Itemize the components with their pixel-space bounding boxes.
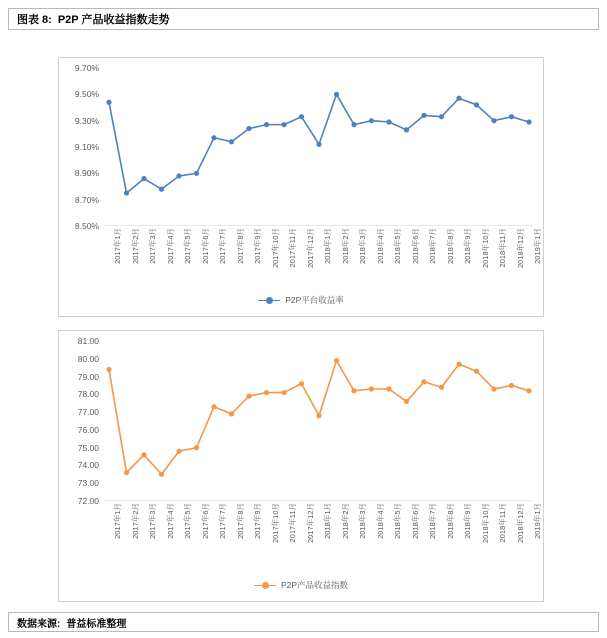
source-label: 数据来源: bbox=[17, 618, 61, 630]
data-point bbox=[229, 411, 234, 416]
data-point bbox=[491, 118, 496, 123]
figure-title: P2P 产品收益指数走势 bbox=[57, 14, 170, 26]
data-point bbox=[369, 386, 374, 391]
x-tick-label: 2017年7月 bbox=[218, 503, 227, 539]
x-tick-label: 2017年10月 bbox=[270, 228, 280, 269]
y-tick-label: 74.00 bbox=[77, 460, 99, 471]
x-tick-label: 2018年12月 bbox=[515, 228, 525, 269]
x-tick-label: 2018年9月 bbox=[463, 503, 472, 539]
x-tick-label: 2017年7月 bbox=[218, 228, 227, 264]
data-point bbox=[141, 452, 146, 457]
y-tick-label: 8.70% bbox=[74, 194, 99, 205]
data-point bbox=[106, 100, 111, 105]
x-tick-label: 2017年2月 bbox=[130, 503, 140, 539]
x-axis-labels-1 bbox=[105, 228, 542, 300]
data-point bbox=[386, 119, 391, 124]
legend-2 bbox=[59, 579, 543, 591]
x-tick-label: 2017年12月 bbox=[305, 228, 315, 269]
y-tick-label: 72.00 bbox=[77, 496, 99, 506]
y-tick-label: 9.70% bbox=[74, 63, 99, 73]
x-tick-label: 2017年2月 bbox=[130, 228, 140, 264]
data-point bbox=[316, 413, 321, 418]
data-point bbox=[124, 470, 129, 475]
data-point bbox=[159, 472, 164, 477]
x-tick-label: 2018年7月 bbox=[428, 228, 437, 264]
x-tick-label: 2017年1月 bbox=[113, 503, 122, 539]
data-point bbox=[421, 113, 426, 118]
data-point bbox=[194, 445, 199, 450]
x-tick-label: 2017年4月 bbox=[165, 228, 175, 264]
chart-panel-product-index bbox=[58, 330, 544, 602]
x-tick-label: 2018年2月 bbox=[340, 228, 350, 264]
x-tick-label: 2018年10月 bbox=[480, 503, 490, 544]
y-tick-label: 78.00 bbox=[77, 389, 99, 400]
x-tick-label: 2017年3月 bbox=[148, 228, 157, 264]
x-tick-label: 2017年6月 bbox=[200, 228, 210, 264]
x-tick-label: 2019年1月 bbox=[533, 228, 542, 264]
data-point bbox=[159, 187, 164, 192]
legend-1 bbox=[59, 294, 543, 306]
x-tick-label: 2018年3月 bbox=[358, 228, 367, 264]
data-point bbox=[281, 122, 286, 127]
x-tick-label: 2018年5月 bbox=[393, 503, 402, 539]
data-point bbox=[334, 358, 339, 363]
y-tick-label: 9.50% bbox=[74, 89, 99, 100]
y-tick-label: 9.30% bbox=[74, 115, 99, 126]
x-tick-label: 2018年7月 bbox=[428, 503, 437, 539]
x-tick-label: 2018年1月 bbox=[323, 503, 332, 539]
y-tick-label: 81.00 bbox=[77, 336, 99, 346]
x-tick-label: 2018年11月 bbox=[498, 503, 507, 543]
plot-area-2 bbox=[105, 341, 533, 501]
data-point bbox=[526, 119, 531, 124]
data-point bbox=[439, 385, 444, 390]
y-tick-label: 8.90% bbox=[74, 168, 99, 179]
chart-svg bbox=[105, 341, 533, 501]
y-axis-labels-2 bbox=[59, 336, 103, 506]
x-tick-label: 2017年11月 bbox=[288, 228, 297, 268]
x-tick-label: 2018年6月 bbox=[410, 503, 420, 539]
x-tick-label: 2017年9月 bbox=[253, 503, 262, 539]
x-tick-label: 2018年4月 bbox=[375, 228, 385, 264]
x-tick-label: 2017年1月 bbox=[113, 228, 122, 264]
x-tick-label: 2018年11月 bbox=[498, 228, 507, 268]
x-tick-label: 2017年11月 bbox=[288, 503, 297, 543]
legend-label-2: P2P产品收益指数 bbox=[280, 580, 349, 590]
data-point bbox=[386, 386, 391, 391]
data-point bbox=[211, 135, 216, 140]
x-tick-label: 2017年12月 bbox=[305, 503, 315, 544]
data-point bbox=[281, 390, 286, 395]
x-tick-label: 2017年8月 bbox=[235, 228, 245, 264]
data-point bbox=[404, 399, 409, 404]
y-tick-label: 73.00 bbox=[77, 478, 99, 489]
data-point bbox=[509, 114, 514, 119]
data-point bbox=[211, 404, 216, 409]
data-point bbox=[106, 367, 111, 372]
x-tick-label: 2018年12月 bbox=[515, 503, 525, 544]
y-tick-label: 79.00 bbox=[77, 371, 99, 382]
x-tick-label: 2018年4月 bbox=[375, 503, 385, 539]
data-point bbox=[456, 96, 461, 101]
legend-swatch-1 bbox=[258, 296, 280, 305]
data-point bbox=[246, 394, 251, 399]
source-value: 普益标准整理 bbox=[66, 618, 127, 630]
x-tick-label: 2017年4月 bbox=[165, 503, 175, 539]
data-point bbox=[334, 92, 339, 97]
x-tick-label: 2017年3月 bbox=[148, 503, 157, 539]
x-tick-label: 2018年3月 bbox=[358, 503, 367, 539]
data-point bbox=[316, 142, 321, 147]
x-tick-label: 2018年1月 bbox=[323, 228, 332, 264]
data-point bbox=[229, 139, 234, 144]
x-tick-label: 2018年8月 bbox=[445, 228, 455, 264]
data-point bbox=[194, 171, 199, 176]
data-point bbox=[351, 122, 356, 127]
x-tick-label: 2017年10月 bbox=[270, 503, 280, 544]
x-tick-label: 2018年8月 bbox=[445, 503, 455, 539]
x-axis-labels-2 bbox=[105, 503, 542, 575]
y-tick-label: 9.10% bbox=[74, 142, 99, 152]
x-tick-label: 2018年2月 bbox=[340, 503, 350, 539]
data-point bbox=[421, 379, 426, 384]
data-point bbox=[439, 114, 444, 119]
x-tick-label: 2017年5月 bbox=[183, 503, 192, 539]
chart-svg bbox=[105, 68, 533, 226]
figure-header bbox=[8, 8, 599, 30]
x-tick-label: 2017年9月 bbox=[253, 228, 262, 264]
figure-footer bbox=[8, 612, 599, 632]
data-point bbox=[299, 381, 304, 386]
data-point bbox=[246, 126, 251, 131]
y-tick-label: 76.00 bbox=[77, 424, 99, 435]
data-point bbox=[474, 369, 479, 374]
x-tick-label: 2019年1月 bbox=[533, 503, 542, 539]
y-tick-label: 80.00 bbox=[77, 353, 99, 364]
legend-label-1: P2P平台收益率 bbox=[285, 295, 344, 305]
x-tick-label: 2017年5月 bbox=[183, 228, 192, 264]
x-tick-label: 2017年6月 bbox=[200, 503, 210, 539]
data-point bbox=[351, 388, 356, 393]
data-point bbox=[176, 449, 181, 454]
y-tick-label: 8.50% bbox=[74, 221, 99, 231]
data-point bbox=[264, 390, 269, 395]
x-tick-label: 2018年10月 bbox=[480, 228, 490, 269]
x-tick-label: 2018年5月 bbox=[393, 228, 402, 264]
data-point bbox=[141, 176, 146, 181]
y-axis-labels-1 bbox=[59, 63, 103, 231]
data-point bbox=[176, 173, 181, 178]
y-tick-label: 77.00 bbox=[77, 407, 99, 418]
data-point bbox=[526, 388, 531, 393]
data-point bbox=[509, 383, 514, 388]
data-point bbox=[491, 386, 496, 391]
figure-number: 图表 8: bbox=[17, 14, 52, 26]
x-tick-label: 2018年6月 bbox=[410, 228, 420, 264]
data-point bbox=[404, 127, 409, 132]
data-point bbox=[124, 190, 129, 195]
data-point bbox=[299, 114, 304, 119]
data-point bbox=[369, 118, 374, 123]
y-tick-label: 75.00 bbox=[77, 442, 99, 453]
chart-panel-platform-yield bbox=[58, 57, 544, 317]
data-point bbox=[474, 102, 479, 107]
x-tick-label: 2018年9月 bbox=[463, 228, 472, 264]
legend-swatch-2 bbox=[254, 581, 276, 590]
data-point bbox=[456, 362, 461, 367]
plot-area-1 bbox=[105, 68, 533, 226]
data-point bbox=[264, 122, 269, 127]
x-tick-label: 2017年8月 bbox=[235, 503, 245, 539]
